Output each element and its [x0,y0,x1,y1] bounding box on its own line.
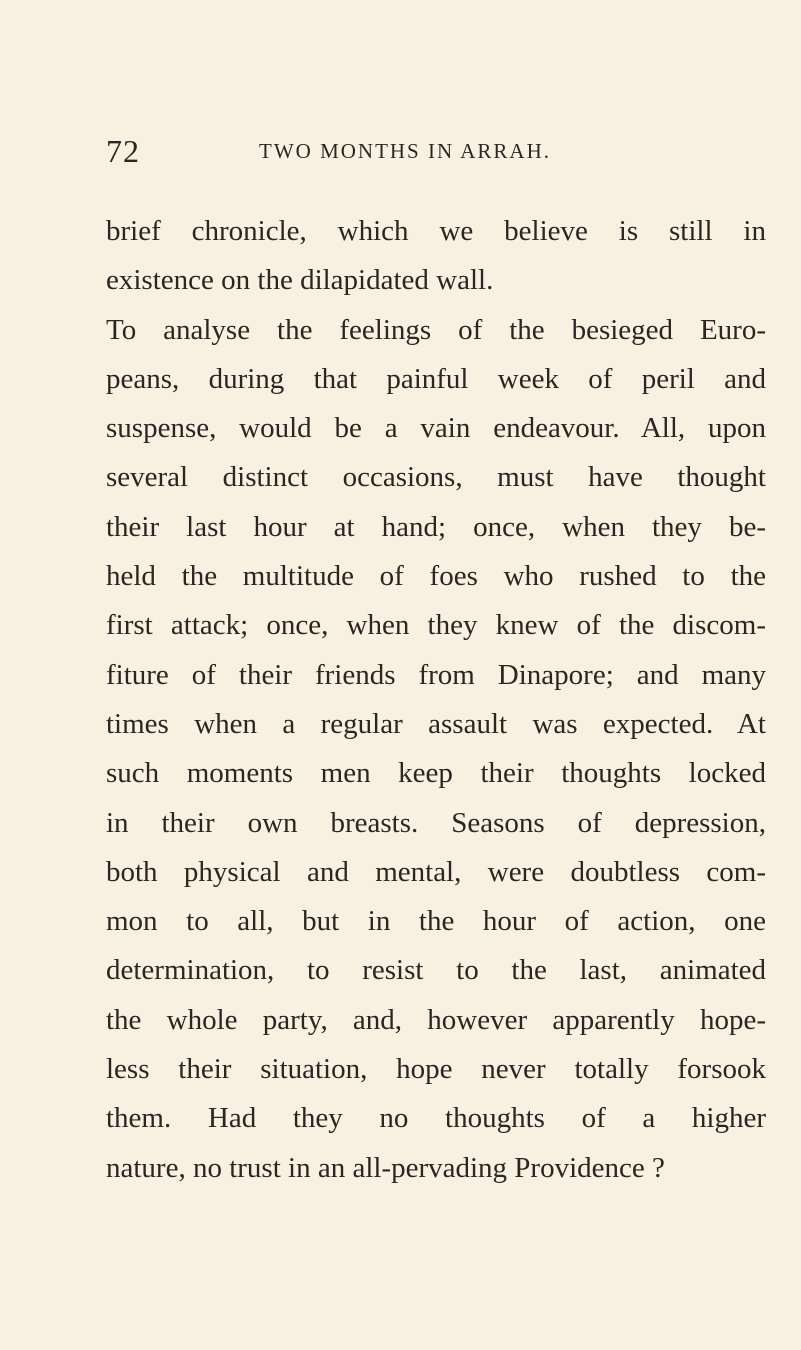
text-line: less their situation, hope never totally forsook [106,1053,766,1086]
text-line: mon to all, but in the hour of action, one [106,905,766,938]
running-title: TWO MONTHS IN ARRAH. [259,139,551,163]
text-line: the whole party, and, however apparently hope- [106,1003,766,1036]
text-line: first attack; once, when they knew of the discom- [106,609,766,642]
text-line: brief chronicle, which we believe is still in [106,215,766,247]
text-line: in their own breasts. Seasons of depression, [106,806,766,839]
text-line: several distinct occasions, must have thought [106,461,766,494]
text-line: both physical and mental, were doubtless com- [106,855,766,888]
text-line: held the multitude of foes who rushed to the [106,560,766,593]
body-text [106,207,766,1193]
text-line: nature, no trust in an all-pervading Providence ? [106,1151,665,1184]
text-line: fiture of their friends from Dinapore; and many [106,658,766,691]
text-line: them. Had they no thoughts of a higher [106,1102,766,1135]
page-number: 72 [106,133,140,169]
text-line: determination, to resist to the last, animated [106,954,766,987]
text-line: existence on the dilapidated wall. [106,264,494,297]
text-line: such moments men keep their thoughts locked [106,757,766,790]
text-line: To analyse the feelings of the besieged Euro- [106,313,766,346]
text-line: their last hour at hand; once, when they be- [106,510,766,543]
page-header [106,131,766,171]
text-line: peans, during that painful week of peril and [106,362,766,395]
text-line: suspense, would be a vain endeavour. All, upon [106,412,766,445]
text-line: times when a regular assault was expected. At [106,707,766,740]
